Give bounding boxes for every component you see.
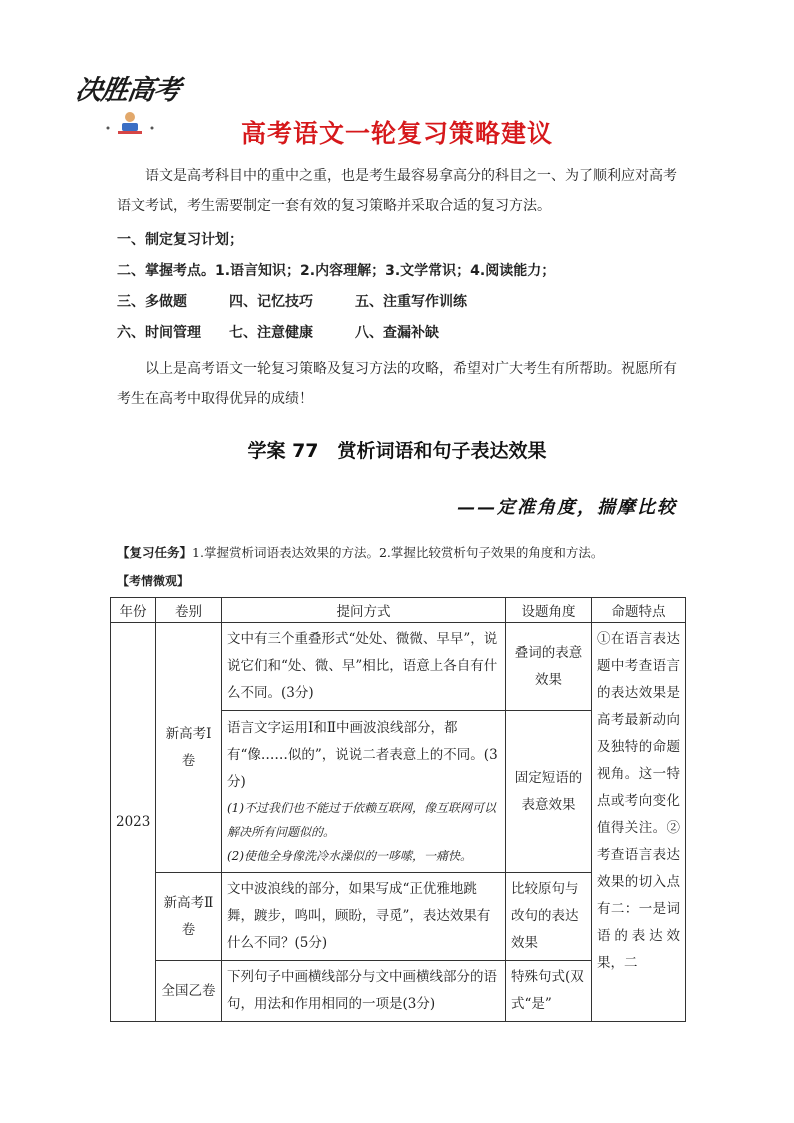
page-title: 高考语文一轮复习策略建议 bbox=[240, 119, 553, 148]
angle-cell: 比较原句与改句的表达效果 bbox=[506, 873, 592, 961]
question-cell: 文中波浪线的部分，如果写成“正优雅地跳舞，踱步，鸣叫，顾盼，寻觅”，表达效果有什么不同？(5分) bbox=[222, 873, 506, 961]
question-example-1: (1)不过我们也不能过于依赖互联网，像互联网可以解决所有问题似的。 bbox=[227, 801, 496, 839]
strategy-5: 五、注重写作训练 bbox=[355, 294, 467, 310]
strategy-6: 六、时间管理 bbox=[117, 325, 201, 341]
question-cell bbox=[222, 711, 506, 873]
question-cell: 下列句子中画横线部分与文中画横线部分的语句，用法和作用相同的一项是(3分) bbox=[222, 961, 506, 1022]
table-header-row bbox=[111, 598, 686, 623]
question-text: 语言文字运用Ⅰ和Ⅱ中画波浪线部分，都有“像……似的”，说说二者表意上的不同。(3分) bbox=[227, 720, 498, 790]
question-cell: 文中有三个重叠形式“处处、微微、早早”，说说它们和“处、微、早”相比，语意上各自有什么不同。(3分) bbox=[222, 623, 506, 711]
strategy-4: 四、记忆技巧 bbox=[229, 294, 313, 310]
paper-cell: 新高考Ⅰ卷 bbox=[156, 623, 222, 873]
header-paper: 卷别 bbox=[156, 598, 222, 623]
strategy-3: 三、多做题 bbox=[117, 294, 187, 310]
year-cell: 2023 bbox=[111, 623, 156, 1022]
exam-micro-label: 【考情微观】 bbox=[117, 574, 190, 588]
review-task-text: 1.掌握赏析词语表达效果的方法。2.掌握比较赏析句子效果的角度和方法。 bbox=[192, 545, 604, 560]
closing-paragraph: 以上是高考语文一轮复习策略及复习方法的攻略，希望对广大考生有所帮助。祝愿所有考生在高考中取得优异的成绩！ bbox=[117, 361, 677, 407]
strategy-2: 二、掌握考点。1.语言知识；2.内容理解；3.文学常识；4.阅读能力； bbox=[117, 263, 556, 279]
feature-cell: ①在语言表达题中考查语言的表达效果是高考最新动向及独特的命题视角。这一特点或考向变化值得关注。②考查语言表达效果的切入点有二：一是词语的表达效果，二 bbox=[592, 623, 686, 1022]
angle-cell: 叠词的表意效果 bbox=[506, 623, 592, 711]
strategy-8: 八、查漏补缺 bbox=[355, 325, 439, 341]
header-year: 年份 bbox=[111, 598, 156, 623]
table-row bbox=[111, 623, 686, 711]
angle-cell: 固定短语的表意效果 bbox=[506, 711, 592, 873]
strategy-7: 七、注意健康 bbox=[229, 325, 313, 341]
lesson-subtitle: ——定准角度，揣摩比较 bbox=[457, 497, 677, 518]
header-question: 提问方式 bbox=[222, 598, 506, 623]
logo-text: 决胜高考 bbox=[73, 75, 182, 106]
header-feature: 命题特点 bbox=[592, 598, 686, 623]
review-task bbox=[117, 543, 603, 561]
review-task-label: 【复习任务】 bbox=[117, 545, 193, 560]
exam-table bbox=[110, 597, 686, 1022]
question-example-2: (2)使他全身像洗冷水澡似的一哆嗦，一痛快。 bbox=[227, 849, 472, 863]
paper-cell: 新高考Ⅱ卷 bbox=[156, 873, 222, 961]
strategy-1: 一、制定复习计划； bbox=[117, 232, 243, 248]
strategy-row-3 bbox=[117, 291, 467, 311]
strategy-row-4 bbox=[117, 322, 439, 342]
header-angle: 设题角度 bbox=[506, 598, 592, 623]
paper-cell: 全国乙卷 bbox=[156, 961, 222, 1022]
lesson-title: 学案 77 赏析词语和句子表达效果 bbox=[247, 440, 547, 462]
angle-cell: 特殊句式(双式“是” bbox=[506, 961, 592, 1022]
intro-paragraph: 语文是高考科目中的重中之重，也是考生最容易拿高分的科目之一、为了顺利应对高考语文考试，考生需要制定一套有效的复习策略并采取合适的复习方法。 bbox=[117, 168, 677, 214]
